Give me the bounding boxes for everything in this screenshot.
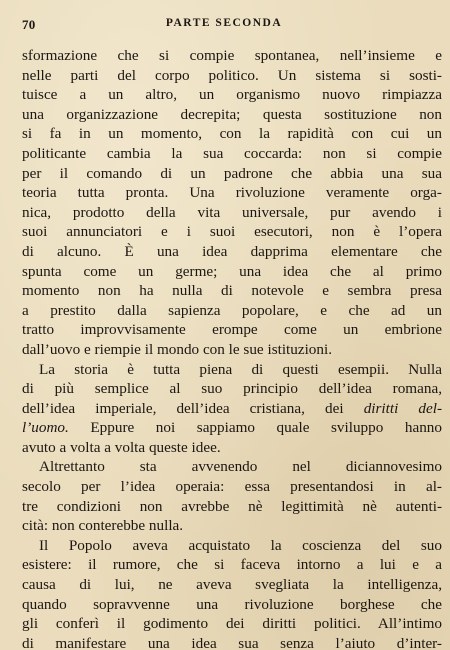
text-line: causa di lui, ne aveva svegliata la intelligenza,: [22, 576, 442, 594]
text-line: tuisce a un altro, un organismo nuovo rimpiazza: [22, 86, 442, 104]
body-text: [22, 46, 442, 650]
text-line: si fa in un momento, con la rapidità con cui un: [22, 125, 442, 143]
text-line: nelle parti del corpo politico. Un sistema si sosti-: [22, 66, 442, 84]
text-line: momento non ha nulla di notevole e sembra presa: [22, 282, 442, 300]
text-line: [22, 418, 442, 438]
text-line: di alcuno. È una idea dapprima elementare che: [22, 242, 442, 260]
text-run: dell’idea imperiale, dell’idea cristiana, dei: [22, 399, 364, 417]
text-line: tre condizioni non avrebbe nè legittimità nè autenti-: [22, 497, 442, 515]
text-line: per il comando di un padrone che abbia una sua: [22, 164, 442, 182]
text-line: di manifestare una idea sua senza l’aiuto d’inter-: [22, 634, 442, 650]
text-line: dall’uovo e riempie il mondo con le sue istituzioni.: [22, 340, 333, 358]
text-line: cità: non conterebbe nulla.: [22, 517, 184, 535]
text-line: esistere: il rumore, che si faceva intorno a lui e a: [22, 556, 442, 574]
text-line: nica, prodotto della vita universale, pur avendo i: [22, 203, 442, 221]
text-line: suoi annunciatori e i suoi esecutori, non è l’opera: [22, 223, 442, 241]
text-line: [22, 399, 442, 419]
text-line: Altrettanto sta avvenendo nel diciannovesimo: [39, 458, 442, 476]
text-line: di più semplice al suo principio dell’idea romana,: [22, 380, 442, 398]
page-number: 70: [22, 17, 36, 32]
text-line: quando sopravvenne una rivoluzione borghese che: [22, 595, 442, 613]
text-line: politicante cambia la sua coccarda: non si compie: [22, 144, 442, 162]
text-line: avuto a volta a volta queste idee.: [22, 438, 221, 456]
page-header: [22, 17, 426, 37]
text-run: Eppure noi sappiamo quale sviluppo hanno: [68, 419, 442, 437]
text-line: spunta come un germe; una idea che al primo: [22, 262, 442, 280]
italic-phrase: diritti del-: [363, 399, 442, 417]
text-line: gli conferì il godimento dei diritti politici. All’intimo: [22, 615, 442, 633]
text-line: secolo per l’idea operaia: essa presentandosi in al-: [22, 478, 442, 496]
text-line: teoria tutta pronta. Una rivoluzione veramente orga-: [22, 184, 442, 202]
text-line: sformazione che si compie spontanea, nell’insieme e: [22, 47, 442, 64]
running-title: PARTE SECONDA: [165, 17, 283, 29]
text-line: a prestito dalla sapienza popolare, e che ad un: [22, 301, 442, 319]
text-line: Il Popolo aveva acquistato la coscienza del suo: [39, 536, 442, 554]
text-line: La storia è tutta piena di questi esempii. Nulla: [39, 360, 442, 378]
text-line: tratto improvvisamente erompe come un embrione: [22, 321, 442, 339]
italic-phrase: l’uomo.: [22, 419, 69, 437]
text-line: una organizzazione decrepita; questa sostituzione non: [22, 105, 442, 123]
